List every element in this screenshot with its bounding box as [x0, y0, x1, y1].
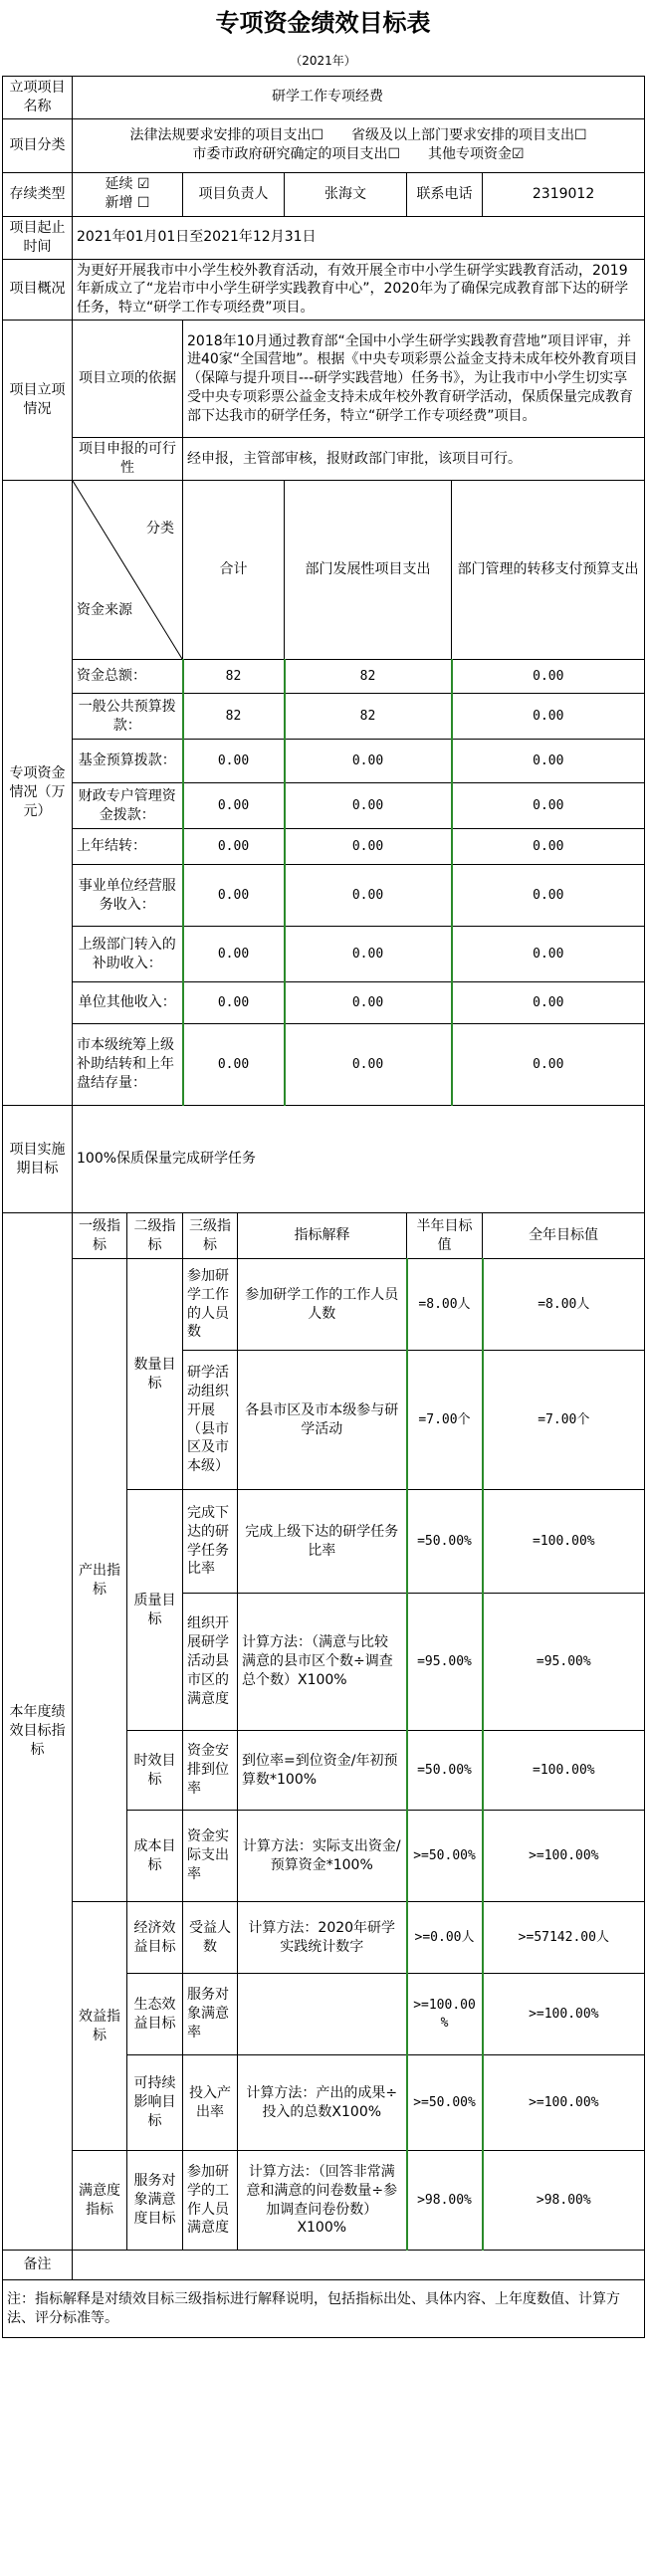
funds-row: [3, 982, 645, 1024]
funds-row-dept: 0.00: [285, 982, 452, 1024]
overview-value: 为更好开展我市中小学生校外教育活动，有效开展全市中小学生研学实践教育活动，2019年新成立了“龙岩市中小学生研学实践教育中心”，2020年为了确保完成教育部下达的研学任务，特立“研学工作专项经费”项目。: [73, 259, 645, 321]
l2-quantity: 数量目标: [127, 1259, 183, 1490]
establish-label: 项目立项情况: [3, 321, 73, 481]
year-label: （2021年）: [290, 54, 356, 68]
indicator-full: =8.00人: [483, 1259, 645, 1351]
l2-service: 服务对象满意度目标: [127, 2151, 183, 2251]
funds-row-total: 0.00: [183, 829, 285, 865]
funds-header-total: 合计: [183, 481, 285, 660]
indicator-row: [3, 1902, 645, 1974]
funds-row-label: 财政专户管理资金拨款：: [73, 783, 183, 829]
funds-row-transfer: 0.00: [452, 783, 645, 829]
l2-cost: 成本目标: [127, 1811, 183, 1902]
owner-value: 张海文: [285, 172, 407, 216]
indicator-row: [3, 2151, 645, 2251]
l1-output: 产出指标: [73, 1259, 127, 1902]
funds-row-total: 0.00: [183, 865, 285, 927]
funds-header-category: 分类: [146, 521, 174, 537]
indicator-half: =95.00%: [407, 1594, 483, 1731]
funds-row: [3, 783, 645, 829]
indicator-half: =50.00%: [407, 1490, 483, 1594]
funds-row-total: 0.00: [183, 982, 285, 1024]
funds-row-transfer: 0.00: [452, 1024, 645, 1106]
funds-row-dept: 82: [285, 660, 452, 694]
l2-quality: 质量目标: [127, 1490, 183, 1731]
indicator-full: >=100.00%: [483, 2055, 645, 2151]
row-overview: [3, 259, 645, 321]
funds-row-label: 基金预算拨款：: [73, 740, 183, 783]
project-name-label: 立项项目名称: [3, 77, 73, 119]
indicator-explain: 完成上级下达的研学任务比率: [238, 1490, 407, 1594]
header-half: 半年目标值: [407, 1213, 483, 1259]
funds-row-total: 0.00: [183, 927, 285, 982]
indicator-l3: 参加研学工作的人员数: [183, 1259, 238, 1351]
indicator-l3: 投入产出率: [183, 2055, 238, 2151]
indicators-label: 本年度绩效目标指标: [3, 1213, 73, 2251]
l1-benefit: 效益指标: [73, 1902, 127, 2151]
funds-row-label: 市本级统筹上级补助结转和上年盘结存量：: [73, 1024, 183, 1106]
indicator-half: >98.00%: [407, 2151, 483, 2251]
funds-row-transfer: 0.00: [452, 694, 645, 740]
remark-label: 备注: [3, 2251, 73, 2280]
indicator-half: =8.00人: [407, 1259, 483, 1351]
funds-header-dept: 部门发展性项目支出: [285, 481, 452, 660]
l2-time: 时效目标: [127, 1731, 183, 1811]
funds-row-dept: 0.00: [285, 927, 452, 982]
row-project-name: [3, 77, 645, 119]
header-l1: 一级指标: [73, 1213, 127, 1259]
phone-value: 2319012: [483, 172, 645, 216]
funds-row-label: 上年结转：: [73, 829, 183, 865]
indicator-half: >=50.00%: [407, 1811, 483, 1902]
indicator-full: =7.00个: [483, 1351, 645, 1490]
existence-label: 存续类型: [3, 172, 73, 216]
indicator-full: >=100.00%: [483, 1811, 645, 1902]
row-indicator-header: [3, 1213, 645, 1259]
funds-row: [3, 740, 645, 783]
row-goal: [3, 1106, 645, 1213]
row-existence: [3, 172, 645, 216]
l2-economic: 经济效益目标: [127, 1902, 183, 1974]
existence-new: 新增 ☐: [105, 195, 150, 212]
feasibility-label: 项目申报的可行性: [73, 438, 183, 481]
period-label: 项目起止时间: [3, 216, 73, 259]
basis-label: 项目立项的依据: [73, 321, 183, 438]
indicator-explain: 计算方法：（回答非常满意和满意的问卷数量÷参加调查问卷份数）X100%: [238, 2151, 407, 2251]
funds-row-total: 82: [183, 694, 285, 740]
indicator-explain: [238, 1974, 407, 2055]
header-full: 全年目标值: [483, 1213, 645, 1259]
page-title: 专项资金绩效目标表: [215, 9, 431, 37]
funds-header-transfer: 部门管理的转移支付预算支出: [452, 481, 645, 660]
indicator-full: >=57142.00人: [483, 1902, 645, 1974]
funds-row-label: 单位其他收入：: [73, 982, 183, 1024]
row-feasibility: [3, 438, 645, 481]
diagonal-line: [73, 481, 182, 659]
indicator-half: >=0.00人: [407, 1902, 483, 1974]
funds-row-transfer: 0.00: [452, 927, 645, 982]
existence-options: [73, 172, 183, 216]
remark-value: [73, 2251, 645, 2280]
indicator-half: >=100.00%: [407, 1974, 483, 2055]
row-period: [3, 216, 645, 259]
existence-continue: 延续 ☑: [105, 176, 150, 193]
funds-row-dept: 82: [285, 694, 452, 740]
indicator-explain: 计算方法：2020年研学实践统计数字: [238, 1902, 407, 1974]
indicator-half: >=50.00%: [407, 2055, 483, 2151]
indicator-full: >=100.00%: [483, 1974, 645, 2055]
indicator-row: [3, 1259, 645, 1351]
footnote: 注：指标解释是对绩效目标三级指标进行解释说明，包括指标出处、具体内容、上年度数值、计算方法、评分标准等。: [3, 2280, 645, 2338]
row-category: [3, 118, 645, 172]
indicator-explain: 各县市区及市本级参与研学活动: [238, 1351, 407, 1490]
funds-label: 专项资金情况（万元）: [3, 481, 73, 1106]
indicator-explain: 计算方法：产出的成果÷投入的总数X100%: [238, 2055, 407, 2151]
indicator-l3: 资金安排到位率: [183, 1731, 238, 1811]
funds-row-dept: 0.00: [285, 865, 452, 927]
l1-satisfaction: 满意度指标: [73, 2151, 127, 2251]
funds-row-transfer: 0.00: [452, 740, 645, 783]
indicator-l3: 服务对象满意率: [183, 1974, 238, 2055]
funds-row-total: 0.00: [183, 740, 285, 783]
funds-row-label: 事业单位经营服务收入：: [73, 865, 183, 927]
indicator-l3: 资金实际支出率: [183, 1811, 238, 1902]
goal-label: 项目实施期目标: [3, 1106, 73, 1213]
owner-label: 项目负责人: [183, 172, 285, 216]
indicator-explain: 计算方法：（满意与比较满意的县市区个数÷调查总个数）X100%: [238, 1594, 407, 1731]
header-l3: 三级指标: [183, 1213, 238, 1259]
indicator-explain: 到位率=到位资金/年初预算数*100%: [238, 1731, 407, 1811]
category-options: [73, 118, 645, 172]
indicator-l3: 研学活动组织开展（县市区及市本级）: [183, 1351, 238, 1490]
category-line-1: 法律法规要求安排的项目支出☐ 省级及以上部门要求安排的项目支出☐: [129, 127, 587, 144]
funds-row-label: 一般公共预算拨款：: [73, 694, 183, 740]
funds-row: [3, 927, 645, 982]
funds-row-dept: 0.00: [285, 740, 452, 783]
indicator-l3: 参加研学的工作人员满意度: [183, 2151, 238, 2251]
row-remark: [3, 2251, 645, 2280]
indicator-half: =50.00%: [407, 1731, 483, 1811]
funds-row-total: 0.00: [183, 1024, 285, 1106]
header-l2: 二级指标: [127, 1213, 183, 1259]
period-value: 2021年01月01日至2021年12月31日: [73, 216, 645, 259]
basis-value: 2018年10月通过教育部“全国中小学生研学实践教育营地”项目评审，并进40家“全国营地”。根据《中央专项彩票公益金支持未成年校外教育项目（保障与提升项目---研学实践营地）任务书》，为让我市中小学生切实享受中央专项彩票公益金支持未成年校外教育研学活动，保质保量完成教育部下达我市的研学任务，特立“研学工作专项经费”项目。: [183, 321, 645, 438]
funds-row-dept: 0.00: [285, 783, 452, 829]
row-note: [3, 2280, 645, 2338]
funds-row-label: 上级部门转入的补助收入：: [73, 927, 183, 982]
category-label-cell: [3, 118, 73, 172]
project-name-value: 研学工作专项经费: [73, 77, 645, 119]
category-label: 项目分类: [9, 136, 66, 153]
funds-row-transfer: 0.00: [452, 829, 645, 865]
indicator-full: >98.00%: [483, 2151, 645, 2251]
funds-row-total: 0.00: [183, 783, 285, 829]
overview-label: 项目概况: [3, 259, 73, 321]
indicator-full: =95.00%: [483, 1594, 645, 1731]
funds-row: [3, 829, 645, 865]
indicator-half: =7.00个: [407, 1351, 483, 1490]
funds-row-total: 82: [183, 660, 285, 694]
funds-row-label: 资金总额：: [73, 660, 183, 694]
funds-row-dept: 0.00: [285, 829, 452, 865]
funds-row-transfer: 0.00: [452, 982, 645, 1024]
funds-row: [3, 660, 645, 694]
performance-table: [2, 76, 645, 2338]
indicator-explain: 参加研学工作的工作人员人数: [238, 1259, 407, 1351]
header-explain: 指标解释: [238, 1213, 407, 1259]
funds-row: [3, 1024, 645, 1106]
indicator-full: =100.00%: [483, 1731, 645, 1811]
funds-row: [3, 694, 645, 740]
row-basis: [3, 321, 645, 438]
funds-row-dept: 0.00: [285, 1024, 452, 1106]
feasibility-value: 经申报，主管部审核，报财政部门审批，该项目可行。: [183, 438, 645, 481]
l2-sustainable: 可持续影响目标: [127, 2055, 183, 2151]
funds-row-transfer: 0.00: [452, 660, 645, 694]
indicator-explain: 计算方法：实际支出资金/预算资金*100%: [238, 1811, 407, 1902]
funds-row: [3, 865, 645, 927]
category-line-2: 市委市政府研究确定的项目支出☐ 其他专项资金☑: [192, 146, 525, 163]
goal-value: 100%保质保量完成研学任务: [73, 1106, 645, 1213]
indicator-l3: 受益人数: [183, 1902, 238, 1974]
funds-row-transfer: 0.00: [452, 865, 645, 927]
funds-diagonal-header: [73, 481, 183, 660]
row-funds-header: [3, 481, 645, 660]
l2-ecological: 生态效益目标: [127, 1974, 183, 2055]
indicator-full: =100.00%: [483, 1490, 645, 1594]
indicator-l3: 完成下达的研学任务比率: [183, 1490, 238, 1594]
indicator-l3: 组织开展研学活动县市区的满意度: [183, 1594, 238, 1731]
funds-header-source: 资金来源: [77, 601, 132, 618]
phone-label: 联系电话: [407, 172, 483, 216]
